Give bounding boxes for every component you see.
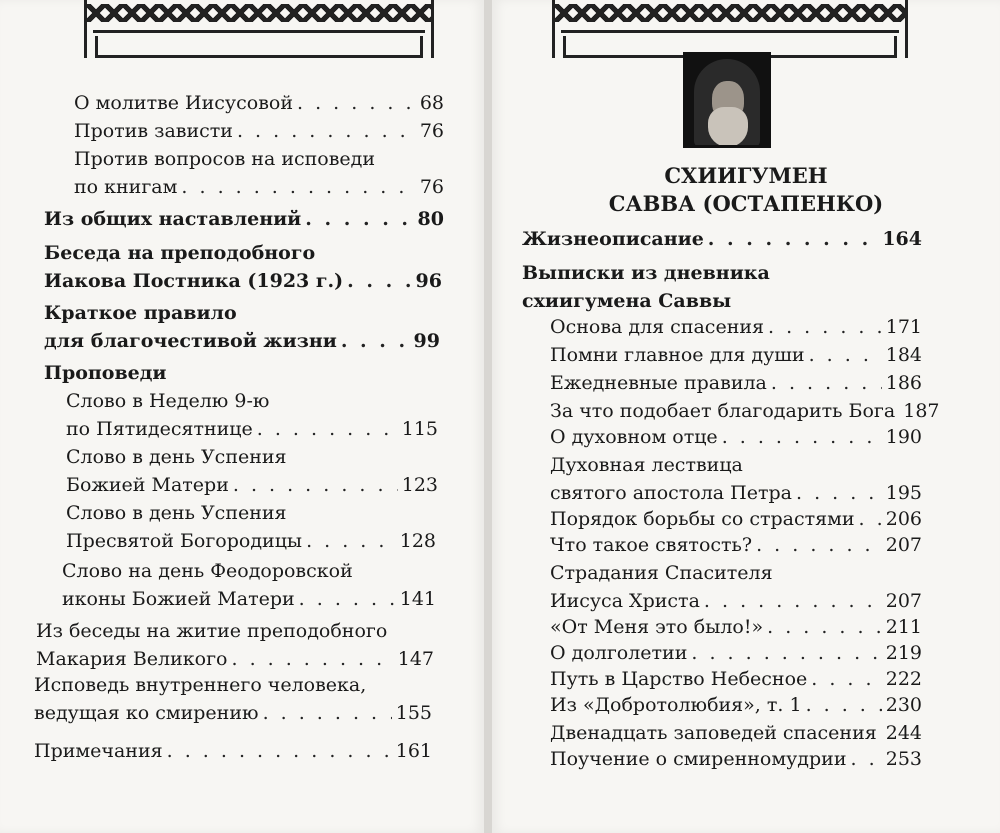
toc-entry-title: О долголетии (550, 642, 688, 664)
toc-entry-title: О молитве Иисусовой (74, 92, 293, 114)
leader-dots (859, 506, 882, 532)
toc-entry-title: «От Меня это было!» (550, 616, 764, 638)
toc-entry-title: Из беседы на житие преподобного (36, 620, 388, 642)
toc-entry (522, 226, 922, 252)
ornament-post (552, 36, 566, 58)
toc-entry (550, 506, 922, 532)
leader-dots (297, 90, 416, 116)
toc-page-number: 195 (885, 482, 922, 504)
toc-page-number: 76 (419, 176, 444, 198)
toc-entry (44, 206, 444, 232)
toc-page-number: 186 (885, 372, 922, 394)
toc-page-number: 115 (401, 418, 438, 440)
toc-entry (550, 342, 922, 368)
toc-entry (66, 472, 438, 498)
toc-entry-title: Против зависти (74, 120, 233, 142)
toc-entry-title: Поучение о смиренномудрии (550, 748, 847, 770)
leader-dots (704, 588, 882, 614)
leader-dots (305, 206, 413, 232)
toc-page-number: 187 (903, 400, 940, 422)
leader-dots (257, 416, 398, 442)
toc-page-number: 123 (401, 474, 438, 496)
toc-entry (550, 588, 922, 614)
leader-dots (263, 700, 392, 726)
ornament-post (894, 36, 908, 58)
toc-page-number: 68 (419, 92, 444, 114)
toc-entry (550, 666, 922, 692)
leader-dots (167, 738, 392, 764)
toc-entry-title: Двенадцать заповедей спасения (550, 722, 877, 744)
toc-entry-title: Духовная лествица (550, 454, 743, 476)
toc-entry-title: Слово в Неделю 9-ю (66, 390, 270, 412)
toc-entry-title: Проповеди (44, 362, 167, 384)
toc-page-number: 161 (395, 740, 432, 762)
leader-dots (811, 666, 881, 692)
toc-entry (44, 328, 440, 354)
toc-entry-title: Из общих наставлений (44, 208, 302, 230)
toc-entry (550, 720, 922, 746)
toc-entry (34, 738, 432, 764)
leader-dots (181, 174, 415, 200)
toc-entry (74, 90, 444, 116)
toc-page-number: 76 (419, 120, 444, 142)
toc-entry-title: Макария Великого (36, 648, 228, 670)
toc-page-number: 206 (885, 508, 922, 530)
toc-page-number: 80 (417, 208, 444, 230)
toc-entry (44, 268, 442, 294)
toc-entry-title: Помни главное для души (550, 344, 805, 366)
leader-dots (233, 472, 398, 498)
toc-entry-title: Иисуса Христа (550, 590, 700, 612)
toc-entry-title: Иакова Постника (1923 г.) (44, 270, 344, 292)
toc-entry-title: Выписки из дневника (522, 262, 770, 284)
toc-entry (550, 692, 922, 718)
toc-entry (66, 528, 436, 554)
leader-dots (708, 226, 879, 252)
leader-dots (756, 532, 882, 558)
toc-entry (34, 700, 432, 726)
toc-entry-title: Против вопросов на исповеди (74, 148, 376, 170)
toc-entry-title: по книгам (74, 176, 178, 198)
toc-entry-title: Слово в день Успения (66, 502, 287, 524)
toc-entry-title: по Пятидесятнице (66, 418, 253, 440)
toc-entry-title: Страдания Спасителя (550, 562, 773, 584)
leader-dots (768, 314, 882, 340)
toc-entry-title: святого апостола Петра (550, 482, 792, 504)
toc-entry-title: Пресвятой Богородицы (66, 530, 303, 552)
toc-entry-title: Жизнеописание (522, 228, 704, 250)
toc-entry-title: Примечания (34, 740, 163, 762)
toc-entry-title: О духовном отце (550, 426, 718, 448)
toc-page-number: 99 (413, 330, 440, 352)
toc-page-number: 147 (397, 648, 434, 670)
leader-dots (806, 692, 882, 718)
toc-entry-title: иконы Божией Матери (62, 588, 295, 610)
toc-entry (550, 532, 922, 558)
toc-entry-title: Краткое правило (44, 302, 237, 324)
toc-page-number: 190 (885, 426, 922, 448)
toc-entry-title: Божией Матери (66, 474, 229, 496)
toc-entry (550, 424, 922, 450)
toc-entry (550, 398, 940, 424)
leader-dots (347, 268, 411, 294)
toc-entry-title: Исповедь внутреннего человека, (34, 674, 367, 696)
right-page (492, 0, 1000, 833)
leader-dots (796, 480, 882, 506)
toc-entry-title: Основа для спасения (550, 316, 765, 338)
toc-page-number: 155 (395, 702, 432, 724)
leader-dots (237, 118, 416, 144)
toc-page-number: 244 (885, 722, 922, 744)
toc-page-number: 211 (885, 616, 922, 638)
toc-entry (550, 746, 922, 772)
toc-entry-title: Путь в Царство Небесное (550, 668, 808, 690)
toc-entry (36, 646, 434, 672)
toc-page-number: 222 (885, 668, 922, 690)
toc-entry-title: Слово в день Успения (66, 446, 287, 468)
leader-dots (767, 614, 882, 640)
toc-page-number: 230 (885, 694, 922, 716)
leader-dots (722, 424, 882, 450)
toc-page-number: 207 (885, 534, 922, 556)
toc-entry-title: Ежедневные правила (550, 372, 767, 394)
ornament-border-left (84, 0, 434, 58)
leader-dots (771, 370, 882, 396)
ornament-post (84, 36, 98, 58)
toc-entry (550, 480, 922, 506)
toc-entry (74, 118, 444, 144)
toc-page-number: 128 (399, 530, 436, 552)
toc-page-number: 171 (885, 316, 922, 338)
toc-entry-title: Из «Добротолюбия», т. 1 (550, 694, 802, 716)
leader-dots (299, 586, 396, 612)
toc-entry-title: схиигумена Саввы (522, 290, 732, 312)
leader-dots (341, 328, 410, 354)
toc-page-number: 164 (882, 228, 922, 250)
toc-page-number: 207 (885, 590, 922, 612)
toc-page-number: 184 (885, 344, 922, 366)
toc-entry-title: Слово на день Феодоровской (62, 560, 353, 582)
ornament-border-right (552, 0, 908, 58)
toc-entry-title: За что подобает благодарить Бога (550, 400, 896, 422)
toc-entry (66, 416, 438, 442)
leader-dots (851, 746, 882, 772)
toc-entry (550, 370, 922, 396)
toc-page-number: 141 (399, 588, 436, 610)
leader-dots (691, 640, 881, 666)
toc-entry (550, 314, 922, 340)
ornament-post (420, 36, 434, 58)
toc-entry (550, 614, 922, 640)
leader-dots (881, 720, 882, 746)
toc-entry (550, 640, 922, 666)
toc-entry-title: Порядок борьбы со страстями (550, 508, 855, 530)
toc-entry-title: ведущая ко смирению (34, 702, 259, 724)
leader-dots (306, 528, 396, 554)
toc-entry-title: Что такое святость? (550, 534, 753, 556)
toc-entry-title: для благочестивой жизни (44, 330, 337, 352)
leader-dots (231, 646, 393, 672)
section-heading-line-2: САВВА (ОСТАПЕНКО) (608, 191, 884, 216)
toc-entry (74, 174, 444, 200)
leader-dots (809, 342, 882, 368)
toc-page-number: 253 (885, 748, 922, 770)
left-page (0, 0, 484, 833)
section-heading-line-1: СХИИГУМЕН (664, 163, 828, 188)
toc-page-number: 219 (885, 642, 922, 664)
toc-entry-title: Беседа на преподобного (44, 242, 316, 264)
portrait-image (683, 52, 771, 148)
toc-page-number: 96 (415, 270, 442, 292)
toc-entry (62, 586, 436, 612)
